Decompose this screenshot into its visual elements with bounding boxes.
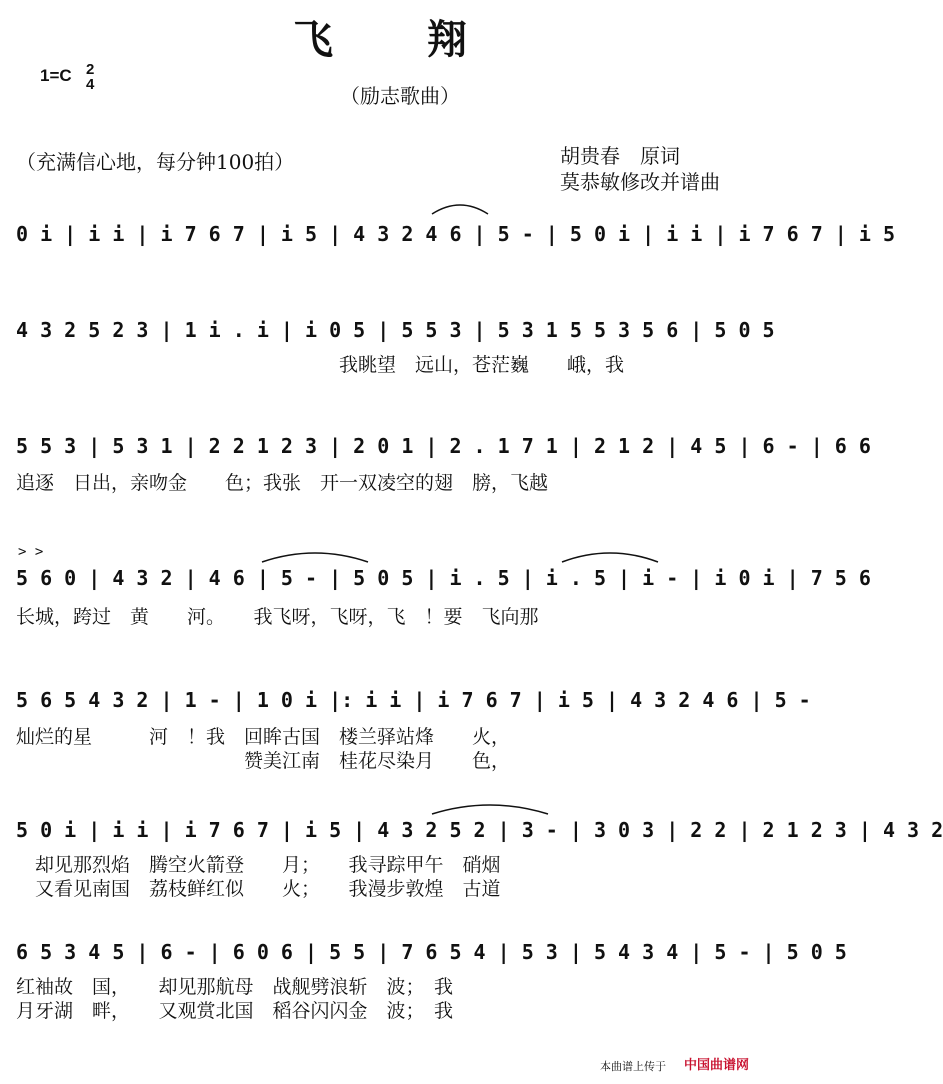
notes-system-3: 5 5 3 | 5 3 1 | 2 2 1 2 3 | 2 0 1 | 2 . 1 7 1 | 2 1 2 | 4 5 | 6 - | 6 6 [16,434,871,458]
song-subtitle: （励志歌曲） [340,84,460,108]
slur-mark [260,544,370,564]
lyrics-system-4-verse-1: 长城，跨过 黄 河。 我飞呀，飞呀，飞 ！要 飞向那 [16,606,539,628]
slur-mark [430,796,550,816]
lyrics-system-2-verse-1: 我眺望 远山，苍茫巍 峨，我 [16,354,625,376]
notes-system-7: 6 5 3 4 5 | 6 - | 6 0 6 | 5 5 | 7 6 5 4 | 5 3 | 5 4 3 4 | 5 - | 5 0 5 [16,940,847,964]
notes-system-6: 5 0 i | i i | i 7 6 7 | i 5 | 4 3 2 5 2 | 3 - | 3 0 3 | 2 2 | 2 1 2 3 | 4 3 2 [16,818,943,842]
lyrics-system-5-verse-2: 赞美江南 桂花尽染月 色， [16,750,511,772]
lyrics-system-7-verse-1: 红袖故 国， 却见那航母 战舰劈浪斩 波； 我 [16,976,454,998]
lyrics-system-5-verse-1: 灿烂的星 河 ！我 回眸古国 楼兰驿站烽 火， [16,726,511,748]
site-logo: 中国曲谱网 [684,1057,750,1072]
lyrics-system-3-verse-1: 追逐 日出，亲吻金 色；我张 开一双凌空的翅 膀，飞越 [16,472,549,494]
notes-system-1: 0 i | i i | i 7 6 7 | i 5 | 4 3 2 4 6 | 5 - | 5 0 i | i i | i 7 6 7 | i 5 [16,222,895,246]
key-signature: 1=C [40,66,72,85]
slur-mark [430,196,490,216]
lyrics-system-7-verse-2: 月牙湖 畔， 又观赏北国 稻谷闪闪金 波； 我 [16,1000,454,1022]
notes-system-4: 5 6 0 | 4 3 2 | 4 6 | 5 - | 5 0 5 | i . 5 | i . 5 | i - | i 0 i | 7 5 6 [16,566,871,590]
meter-top: 2 [86,61,95,78]
tempo-marking: （充满信心地，每分钟100拍） [16,150,295,174]
notes-system-2: 4 3 2 5 2 3 | 1 i . i | i 0 5 | 5 5 3 | 5 3 1 5 5 3 5 6 | 5 0 5 [16,318,775,342]
meter-bottom: 4 [86,76,95,93]
lyrics-system-6-verse-2: 又看见南国 荔枝鲜红似 火； 我漫步敦煌 古道 [16,878,501,900]
notes-system-5: 5 6 5 4 3 2 | 1 - | 1 0 i |: i i | i 7 6 7 | i 5 | 4 3 2 4 6 | 5 - [16,688,811,712]
slur-mark [560,544,660,564]
lyrics-system-6-verse-1: 却见那烈焰 腾空火箭登 月； 我寻踪甲午 硝烟 [16,854,501,876]
composer-credit: 莫恭敏修改并谱曲 [560,170,720,194]
lyricist-credit: 胡贵春 原词 [560,144,680,168]
upload-note: 本曲谱上传于 [600,1061,666,1073]
song-title: 飞 翔 [293,16,507,63]
accent-marks: > > [18,544,44,560]
